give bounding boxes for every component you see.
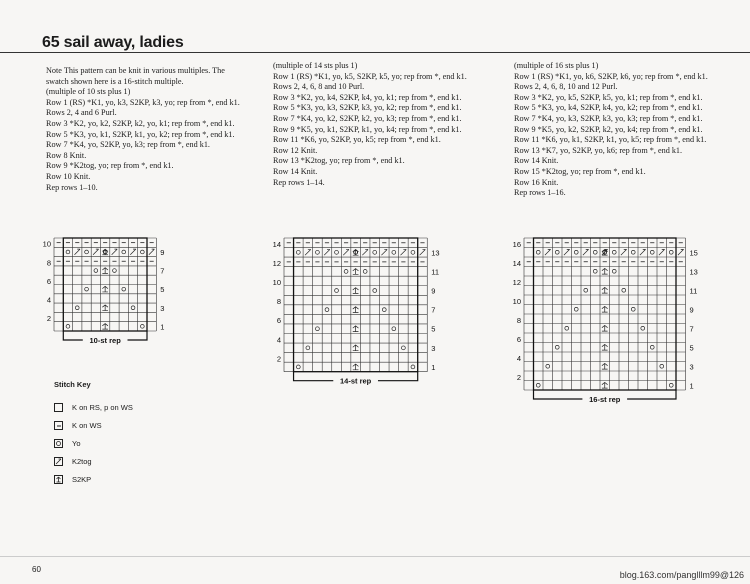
pattern-line: Row 15 *K2tog, yo; rep from *, end k1. xyxy=(514,166,646,176)
key-label-k2tog: K2tog xyxy=(72,456,92,466)
row-number: 3 xyxy=(160,303,165,313)
row-number: 13 xyxy=(431,248,440,258)
row-number: 11 xyxy=(689,286,698,296)
repeat-label: 16-st rep xyxy=(589,395,621,404)
yo-mark xyxy=(631,250,635,254)
row-number: 8 xyxy=(276,297,281,307)
s2kp-mark xyxy=(353,288,359,294)
pattern-line: Note This pattern can be knit in various multiples. The xyxy=(46,66,225,75)
pattern-line: Row 1 (RS) *K1, yo, k5, S2KP, k5, yo; rep from *, end k1. xyxy=(273,71,467,81)
yo-mark xyxy=(66,324,70,328)
k2tog-mark xyxy=(640,249,646,255)
repeat-label: 10-st rep xyxy=(89,336,121,345)
pattern-line: Row 1 (RS) *K1, yo, k6, S2KP, k6, yo; rep from *, end k1. xyxy=(514,71,708,81)
yo-mark xyxy=(131,306,135,310)
row-number: 4 xyxy=(46,295,51,305)
s2kp-mark xyxy=(102,286,108,292)
stitch-key-title: Stitch Key xyxy=(54,380,91,389)
repeat-label: 14-st rep xyxy=(339,376,372,386)
stitch-key xyxy=(54,380,133,488)
s2kp-mark xyxy=(353,307,359,313)
row-number: 6 xyxy=(46,276,51,286)
k2tog-mark xyxy=(130,249,136,255)
yo-stitch-icon xyxy=(54,439,63,448)
key-label-s2kp: S2KP xyxy=(72,474,92,484)
row-number: 6 xyxy=(516,334,521,344)
yo-mark xyxy=(565,326,569,330)
yo-mark xyxy=(140,250,144,254)
pattern-line: Rows 2, 4, 6, 8, 10 and 12 Purl. xyxy=(514,82,618,92)
yo-mark xyxy=(622,288,626,292)
row-number: 8 xyxy=(516,315,521,325)
s2kp-mark xyxy=(102,268,108,274)
pattern-line: swatch shown here is a 16-stitch multiple. xyxy=(46,76,184,86)
row-number: 7 xyxy=(160,266,165,276)
pattern-line: Row 12 Knit. xyxy=(273,145,318,155)
yo-mark xyxy=(392,327,396,331)
yo-mark xyxy=(411,250,415,254)
yo-mark xyxy=(660,364,664,368)
yo-mark xyxy=(593,269,597,273)
pattern-line: Rows 2, 4, 6, 8 and 10 Purl. xyxy=(273,82,365,92)
yo-mark xyxy=(612,269,616,273)
row-number: 10 xyxy=(42,239,51,249)
key-item-purl-ws xyxy=(54,416,133,434)
row-number: 10 xyxy=(272,277,281,287)
title-rule xyxy=(0,52,750,53)
k2tog-mark xyxy=(659,249,665,255)
key-label-purl-ws: K on WS xyxy=(72,420,102,430)
row-number: 9 xyxy=(160,247,165,257)
yo-mark xyxy=(593,250,597,254)
pattern-line: Row 13 *K7, yo, S2KP, yo, k6; rep from *, end k1. xyxy=(514,145,683,155)
yo-mark xyxy=(612,250,616,254)
yo-mark xyxy=(650,345,654,349)
row-number: 6 xyxy=(276,316,281,326)
s2kp-mark xyxy=(353,345,359,351)
chart-grid xyxy=(510,232,706,420)
blank-stitch-icon xyxy=(54,403,63,412)
k2tog-mark xyxy=(381,249,387,255)
yo-mark xyxy=(536,383,540,387)
chart-grid xyxy=(270,232,447,402)
key-label-knit: K on RS, p on WS xyxy=(72,402,133,412)
yo-mark xyxy=(631,307,635,311)
row-number: 15 xyxy=(689,248,698,258)
yo-mark xyxy=(536,250,540,254)
row-number: 5 xyxy=(160,285,165,295)
footer-rule xyxy=(0,556,750,557)
yo-mark xyxy=(306,346,310,350)
key-label-yo: Yo xyxy=(72,438,81,448)
yo-mark xyxy=(335,289,339,293)
s2kp-mark xyxy=(602,287,608,293)
s2kp-mark xyxy=(353,364,359,370)
k2tog-mark xyxy=(362,249,368,255)
pattern-line: Rep rows 1–14. xyxy=(273,177,325,187)
pattern-line: Row 10 Knit. xyxy=(46,171,91,181)
k2tog-mark xyxy=(112,249,118,255)
row-number: 7 xyxy=(431,305,436,315)
k2tog-stitch-icon xyxy=(54,457,63,466)
pattern-line: Row 9 *K5, yo, k2, S2KP, k2, yo, k4; rep from *, end k1. xyxy=(514,124,703,134)
yo-mark xyxy=(113,269,117,273)
key-item-yo xyxy=(54,434,133,452)
row-number: 13 xyxy=(689,267,698,277)
s2kp-mark xyxy=(102,305,108,311)
pattern-line: Rep rows 1–10. xyxy=(46,182,98,192)
s2kp-mark xyxy=(602,363,608,369)
yo-mark xyxy=(85,250,89,254)
pattern-line: (multiple of 16 sts plus 1) xyxy=(514,61,599,70)
row-number: 9 xyxy=(689,305,694,315)
k2tog-mark xyxy=(420,249,426,255)
yo-mark xyxy=(650,250,654,254)
yo-mark xyxy=(363,270,367,274)
k2tog-mark xyxy=(583,249,589,255)
row-number: 14 xyxy=(272,239,281,249)
pattern-line: Row 3 *K2, yo, k5, S2KP, k5, yo, k1; rep from *, end k1. xyxy=(514,92,703,102)
yo-mark xyxy=(574,250,578,254)
row-number: 1 xyxy=(431,362,436,372)
pattern-line: Row 16 Knit. xyxy=(514,177,559,187)
key-item-k2tog xyxy=(54,452,133,470)
yo-mark xyxy=(325,308,329,312)
page-number: 60 xyxy=(32,565,41,574)
yo-mark xyxy=(555,345,559,349)
pattern-line: Row 14 Knit. xyxy=(514,156,559,166)
row-number: 3 xyxy=(689,362,694,372)
yo-mark xyxy=(140,324,144,328)
yo-mark xyxy=(344,270,348,274)
yo-mark xyxy=(411,365,415,369)
s2kp-stitch-icon xyxy=(54,475,63,484)
text-column-3 xyxy=(514,61,708,199)
k2tog-mark xyxy=(305,249,311,255)
k2tog-mark xyxy=(149,249,155,255)
pattern-line: Row 5 *K3, yo, k1, S2KP, k1, yo, k2; rep from *, end k1. xyxy=(46,129,235,139)
yo-mark xyxy=(392,250,396,254)
pattern-line: Row 7 *K4, yo, S2KP, yo, k3; rep from *, end k1. xyxy=(46,140,210,150)
yo-mark xyxy=(296,365,300,369)
key-item-s2kp xyxy=(54,470,133,488)
yo-mark xyxy=(316,327,320,331)
pattern-line: (multiple of 14 sts plus 1) xyxy=(273,61,358,70)
yo-mark xyxy=(316,250,320,254)
yo-mark xyxy=(669,383,673,387)
k2tog-mark xyxy=(545,249,551,255)
row-number: 11 xyxy=(431,267,440,277)
watermark: blog.163.com/panglllm99@126 xyxy=(619,570,744,580)
pattern-line: Row 5 *K3, yo, k4, S2KP, k4, yo, k2; rep from *, end k1. xyxy=(514,103,703,113)
row-number: 4 xyxy=(516,353,521,363)
yo-mark xyxy=(373,289,377,293)
row-number: 4 xyxy=(276,335,281,345)
yo-mark xyxy=(555,250,559,254)
k2tog-mark xyxy=(678,249,684,255)
yo-mark xyxy=(66,250,70,254)
s2kp-mark xyxy=(102,324,108,330)
chart-14-st xyxy=(270,232,447,402)
k2tog-mark xyxy=(324,249,330,255)
pattern-line: Row 7 *K4, yo, k2, S2KP, k2, yo, k3; rep from *, end k1. xyxy=(273,113,462,123)
pattern-line: Row 13 *K2tog, yo; rep from *, end k1. xyxy=(273,156,405,166)
s2kp-mark xyxy=(602,325,608,331)
key-item-knit xyxy=(54,398,133,416)
yo-mark xyxy=(641,326,645,330)
row-number: 12 xyxy=(512,277,521,287)
row-number: 14 xyxy=(512,258,521,268)
pattern-line: Rep rows 1–16. xyxy=(514,188,566,198)
pattern-line: Row 14 Knit. xyxy=(273,166,318,176)
yo-mark xyxy=(546,364,550,368)
k2tog-mark xyxy=(401,249,407,255)
row-number: 1 xyxy=(160,322,165,332)
chart-10-st xyxy=(40,232,176,361)
yo-mark xyxy=(669,250,673,254)
yo-mark xyxy=(373,250,377,254)
pattern-line: Rows 2, 4 and 6 Purl. xyxy=(46,108,117,118)
s2kp-mark xyxy=(602,382,608,388)
row-number: 2 xyxy=(516,372,521,382)
s2kp-mark xyxy=(602,268,608,274)
row-number: 10 xyxy=(512,296,521,306)
row-number: 2 xyxy=(276,354,281,364)
yo-mark xyxy=(335,250,339,254)
pattern-line: Row 9 *K2tog, yo; rep from *, end k1. xyxy=(46,161,174,171)
row-number: 9 xyxy=(431,286,436,296)
yo-mark xyxy=(296,250,300,254)
yo-mark xyxy=(75,306,79,310)
k2tog-mark xyxy=(74,249,80,255)
row-number: 8 xyxy=(46,258,51,268)
s2kp-mark xyxy=(353,269,359,275)
chart-16-st xyxy=(510,232,706,420)
chart-grid xyxy=(40,232,176,361)
row-number: 5 xyxy=(431,324,436,334)
s2kp-mark xyxy=(602,344,608,350)
yo-mark xyxy=(122,250,126,254)
yo-mark xyxy=(122,287,126,291)
pattern-line: Row 9 *K5, yo, k1, S2KP, k1, yo, k4; rep from *, end k1. xyxy=(273,124,462,134)
yo-mark xyxy=(85,287,89,291)
pattern-line: Row 5 *K3, yo, k3, S2KP, k3, yo, k2; rep from *, end k1. xyxy=(273,103,462,113)
s2kp-mark xyxy=(353,326,359,332)
row-number: 7 xyxy=(689,324,694,334)
k2tog-mark xyxy=(343,249,349,255)
text-column-2 xyxy=(273,61,467,188)
row-number: 2 xyxy=(46,314,51,324)
k2tog-mark xyxy=(93,249,99,255)
pattern-line: Row 8 Knit. xyxy=(46,150,87,160)
pattern-title: 65 sail away, ladies xyxy=(42,34,184,51)
yo-mark xyxy=(382,308,386,312)
pattern-line: Row 11 *K6, yo, S2KP, yo, k5; rep from *, end k1. xyxy=(273,135,441,145)
row-number: 1 xyxy=(689,381,694,391)
pattern-line: Row 3 *K2, yo, k4, S2KP, k4, yo, k1; rep from *, end k1. xyxy=(273,92,462,102)
yo-mark xyxy=(574,307,578,311)
row-number: 3 xyxy=(431,343,436,353)
dash-stitch-icon xyxy=(54,421,63,430)
s2kp-mark xyxy=(602,306,608,312)
pattern-line: Row 1 (RS) *K1, yo, k3, S2KP, k3, yo; rep from *, end k1. xyxy=(46,97,240,107)
pattern-line: Row 11 *K6, yo, k1, S2KP, k1, yo, k5; rep from *, end k1. xyxy=(514,135,707,145)
text-column-1 xyxy=(46,66,240,193)
pattern-line: Row 3 *K2, yo, k2, S2KP, k2, yo, k1; rep from *, end k1. xyxy=(46,118,235,128)
yo-mark xyxy=(584,288,588,292)
row-number: 12 xyxy=(272,258,281,268)
pattern-line: (multiple of 10 sts plus 1) xyxy=(46,87,131,97)
pattern-line: Row 7 *K4, yo, k3, S2KP, k3, yo, k3; rep from *, end k1. xyxy=(514,113,703,123)
row-number: 16 xyxy=(512,239,521,249)
row-number: 5 xyxy=(689,343,694,353)
yo-mark xyxy=(401,346,405,350)
k2tog-mark xyxy=(564,249,570,255)
yo-mark xyxy=(94,269,98,273)
k2tog-mark xyxy=(621,249,627,255)
